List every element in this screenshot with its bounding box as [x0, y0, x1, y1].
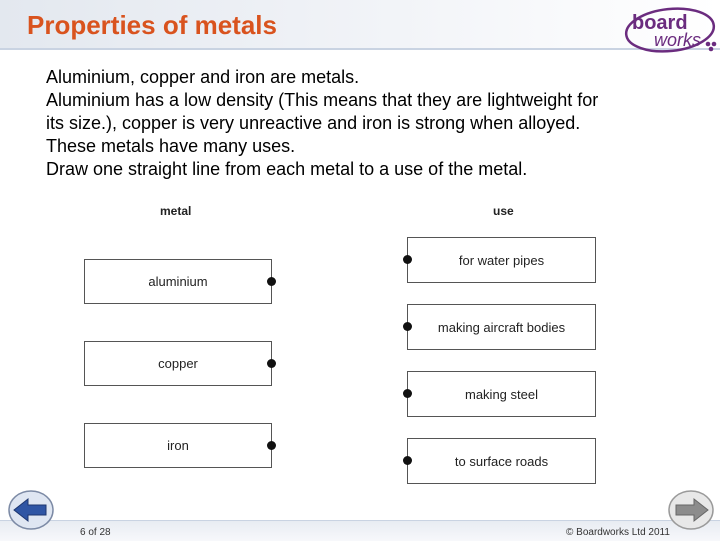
metal-label: aluminium [148, 274, 208, 289]
metal-connector-dot[interactable] [267, 359, 276, 368]
metal-connector-dot[interactable] [267, 441, 276, 450]
metal-label: copper [158, 356, 198, 371]
page-number: 6 of 28 [80, 527, 111, 538]
forward-arrow-icon[interactable] [666, 488, 716, 532]
logo-line1: board [632, 12, 688, 34]
use-connector-dot[interactable] [403, 255, 412, 264]
use-box-steel[interactable] [407, 371, 596, 417]
body-line: Aluminium has a low density (This means that they are lightweight for [46, 90, 599, 110]
use-label: making steel [465, 386, 538, 402]
instructions-text [46, 66, 686, 181]
logo-line2: works [654, 30, 702, 50]
body-line: Aluminium, copper and iron are metals. [46, 67, 360, 87]
boardworks-logo [624, 4, 720, 60]
body-line: Draw one straight line from each metal to a use of the metal. [46, 159, 528, 179]
use-box-water-pipes[interactable] [407, 237, 596, 283]
use-box-aircraft-bodies[interactable] [407, 304, 596, 350]
body-line: These metals have many uses. [46, 136, 296, 156]
use-connector-dot[interactable] [403, 456, 412, 465]
metal-box-iron[interactable] [84, 423, 272, 468]
use-label: making aircraft bodies [437, 319, 566, 335]
metal-label: iron [167, 438, 189, 453]
use-box-surface-roads[interactable] [407, 438, 596, 484]
use-column-heading: use [493, 204, 514, 218]
slide-title: Properties of metals [27, 10, 277, 40]
use-label: to surface roads [454, 453, 549, 469]
use-connector-dot[interactable] [403, 322, 412, 331]
back-arrow-icon[interactable] [6, 488, 56, 532]
use-connector-dot[interactable] [403, 389, 412, 398]
body-line: its size.), copper is very unreactive and iron is strong when alloyed. [46, 113, 581, 133]
copyright-text: © Boardworks Ltd 2011 [566, 527, 670, 538]
metal-box-copper[interactable] [84, 341, 272, 386]
metal-box-aluminium[interactable] [84, 259, 272, 304]
metal-column-heading: metal [160, 204, 192, 218]
metal-connector-dot[interactable] [267, 277, 276, 286]
use-label: for water pipes [458, 252, 545, 268]
